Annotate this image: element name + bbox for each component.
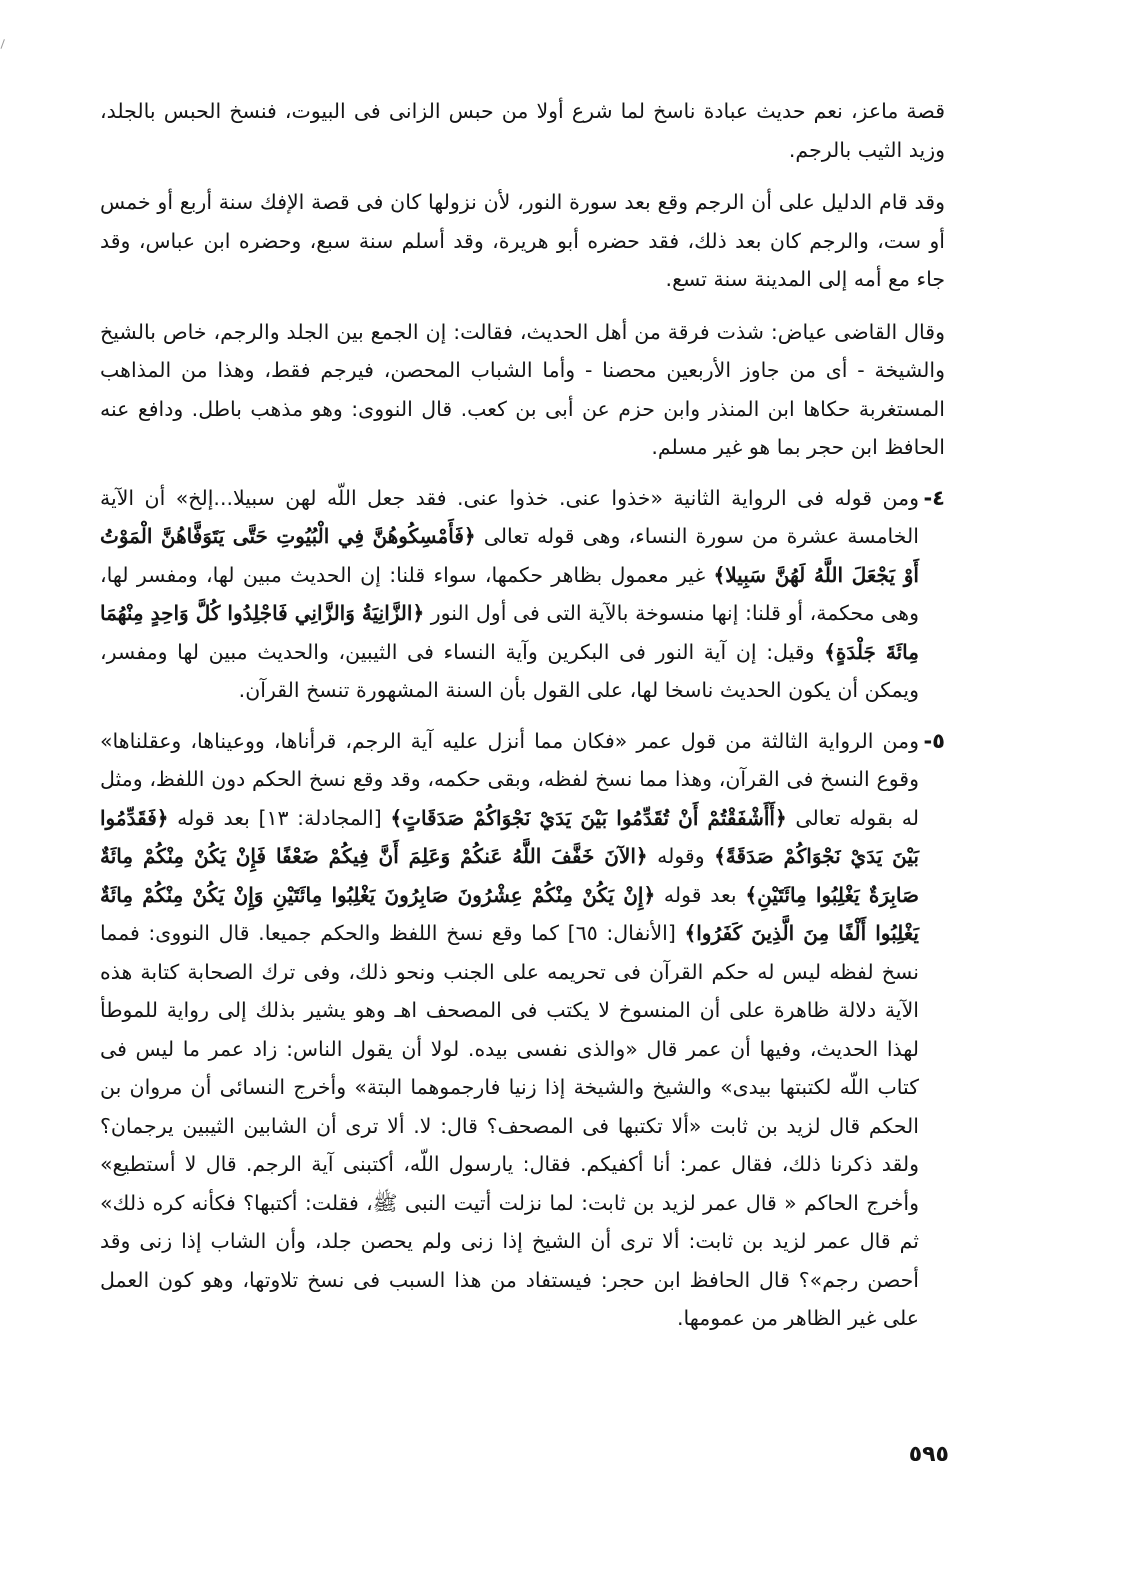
- item-text: ومن قوله فى الرواية الثانية «خذوا عنى. خذوا عنى. فقد جعل اللّه لهن سبيلا...إلخ» أن الآية الخامسة عشرة من سورة النساء، وهى قوله تعالى: [100, 485, 919, 548]
- scan-corner-mark: [1, 39, 11, 51]
- paragraph-abrogation-summary: [100, 92, 945, 169]
- quran-verse: ﴿إِنْ يَكُنْ مِنْكُمْ عِشْرُونَ صَابِرُونَ يَغْلِبُوا مِائَتَيْنِ وَإِنْ يَكُنْ مِنْكُمْ مِائَةٌ يَغْلِبُوا أَلْفًا مِنَ الَّذِينَ كَفَرُوا﴾: [100, 882, 919, 945]
- numbered-item-4: [100, 479, 945, 710]
- item-number: ٤-: [923, 485, 945, 510]
- page-number: ٥٩٥: [908, 1442, 949, 1467]
- item-text: وقيل: إن آية النور فى البكرين وآية النساء فى الثيبين، والحديث مبين لها ومفسر، ويمكن أن يكون الحديث ناسخا لها، على القول بأن السنة المشهورة تنسخ القرآن.: [100, 639, 919, 702]
- paragraph-stoning-date-evidence: [100, 183, 945, 299]
- item-text: [الأنفال: ٦٥] كما وقع نسخ اللفظ والحكم جميعا. قال النووى: فمما نسخ لفظه ليس له حكم القرآن فى تحريمه على الجنب ونحو ذلك، وفى ترك الصحابة كتابة هذه الآية دلالة ظاهرة على أن المنسوخ لا يكتب فى المصحف اهـ وهو يشير بذلك إلى رواية للموطأ لهذا الحديث، وفيها أن عمر قال «والذى نفسى بيده. لولا أن يقول الناس: زاد عمر ما ليس فى كتاب اللّه لكتبتها بيدى» والشيخ والشيخة إذا زنيا فارجموهما البتة» وأخرج النسائى أن مروان بن الحكم قال لزيد بن ثابت «ألا تكتبها فى المصحف؟ قال: لا. ألا ترى أن الشابين الثيبين يرجمان؟ ولقد ذكرنا ذلك، فقال عمر: أنا أكفيكم. فقال: يارسول اللّه، أكتبنى آية الرجم. قال لا أستطيع» وأخرج الحاكم « قال عمر لزيد بن ثابت: لما نزلت أتيت النبى ﷺ، فقلت: أكتبها؟ فكأنه كره ذلك» ثم قال عمر لزيد بن ثابت: ألا ترى أن الشيخ إذا زنى ولم يحصن جلد، وأن الشاب إذا زنى وقد أحصن رجم»؟ قال الحافظ ابن حجر: فيستفاد من هذا السبب فى نسخ تلاوتها، وهو كون العمل على غير الظاهر من عمومها.: [100, 921, 919, 1330]
- paragraph-qadi-iyad-opinion: [100, 313, 945, 467]
- item-text: ومن الرواية الثالثة من قول عمر «فكان مما أنزل عليه آية الرجم، قرأناها، ووعيناها، وعقلناها» وقوع النسخ فى القرآن، وهذا مما نسخ لفظه، وبقى حكمه، وقد وقع نسخ الحكم دون اللفظ، ومثل له بقوله تعالى: [100, 728, 919, 830]
- quran-verse: ﴿الآنَ خَفَّفَ اللَّهُ عَنكُمْ وَعَلِمَ أَنَّ فِيكُمْ ضَعْفًا فَإِنْ يَكُنْ مِنْكُمْ مِائَةٌ صَابِرَةٌ يَغْلِبُوا مِائَتَيْنِ﴾: [100, 844, 920, 907]
- paragraph-text: وقال القاضى عياض: شذت فرقة من أهل الحديث، فقالت: إن الجمع بين الجلد والرجم، خاص بالشيخ والشيخة - أى من جاوز الأربعين محصنا - وأما الشباب المحصن، فيرجم فقط، وهذا من المذاهب المستغربة حكاها ابن المنذر وابن حزم عن أبى بن كعب. قال النووى: وهو مذهب باطل. ودافع عنه الحافظ ابن حجر بما هو غير مسلم.: [100, 319, 945, 459]
- quran-verse: ﴿فَقَدِّمُوا بَيْنَ يَدَيْ نَجْوَاكُمْ صَدَقَةً﴾: [100, 805, 919, 868]
- paragraph-text: قصة ماعز، نعم حديث عبادة ناسخ لما شرع أولا من حبس الزانى فى البيوت، فنسخ الحبس بالجلد، وزيد الثيب بالرجم.: [100, 99, 945, 162]
- item-text: غير معمول بظاهر حكمها، سواء قلنا: إن الحديث مبين لها، ومفسر لها، وهى محكمة، أو قلنا: إنها منسوخة بالآية التى فى أول النور: [100, 562, 919, 625]
- quran-verse: ﴿فَأَمْسِكُوهُنَّ فِي الْبُيُوتِ حَتَّى يَتَوَفَّاهُنَّ الْمَوْتُ أَوْ يَجْعَلَ اللَّهُ لَهُنَّ سَبِيلا﴾: [100, 524, 919, 587]
- item-text: بعد قوله: [663, 882, 737, 907]
- item-text: وقوله: [657, 844, 705, 868]
- item-text: [المجادلة: ١٣] بعد قوله: [177, 805, 382, 830]
- numbered-item-5: [100, 722, 945, 1338]
- quran-verse: ﴿الزَّانِيَةُ وَالزَّانِي فَاجْلِدُوا كُلَّ وَاحِدٍ مِنْهُمَا مِائَةَ جَلْدَةٍ﴾: [100, 601, 919, 664]
- item-number: ٥-: [923, 728, 945, 753]
- quran-verse: ﴿أَأَشْفَقْتُمْ أَنْ تُقَدِّمُوا بَيْنَ يَدَيْ نَجْوَاكُمْ صَدَقَاتٍ﴾: [390, 805, 787, 830]
- page-body: [100, 92, 945, 1350]
- paragraph-text: وقد قام الدليل على أن الرجم وقع بعد سورة النور، لأن نزولها كان فى قصة الإفك سنة أربع أو خمس أو ست، والرجم كان بعد ذلك، فقد حضره أبو هريرة، وقد أسلم سنة سبع، وحضره ابن عباس، وقد جاء مع أمه إلى المدينة سنة تسع.: [100, 190, 945, 291]
